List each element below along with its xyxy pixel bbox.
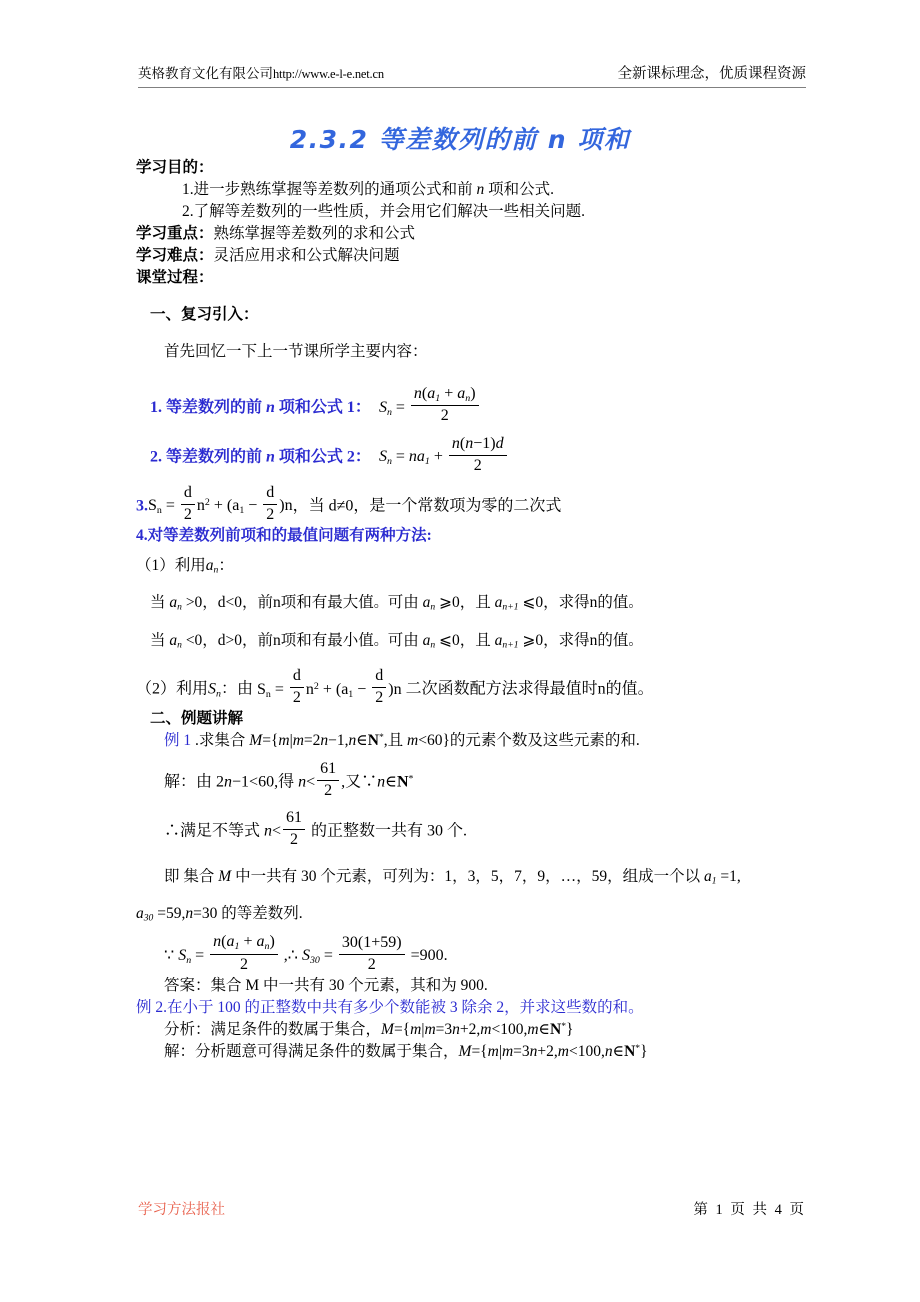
method-2-tail: 二次函数配方法求得最值时n的值。 — [405, 680, 654, 698]
aim-heading: 学习目的： — [136, 159, 214, 176]
document-body — [136, 157, 808, 1063]
example-1-line: 例 1 .求集合 M={m|m=2n−1,n∈N*,且 m<60}的元素个数及这些元素的和. — [164, 732, 640, 750]
footer-page-info: 第 1 页 共 4 页 — [693, 1202, 806, 1218]
formula-1-row — [136, 385, 808, 427]
page-header — [138, 62, 806, 88]
focus-heading: 学习重点： — [136, 225, 214, 242]
method-1-symbol: a — [205, 557, 214, 575]
difficulty-text: 灵活应用求和公式解决问题 — [213, 247, 400, 264]
method-1-case-2: 当 $a_n <0$，d>0，前n项和有最小值。可由 $a_n$ ⩽0，且 $a_{n+1}$ ⩾0，求得n的值。 — [150, 631, 643, 651]
difficulty-heading: 学习难点： — [136, 247, 214, 264]
example-2-tag: 例 2. — [136, 998, 168, 1016]
ex1-frac-num: 61 — [320, 760, 337, 778]
header-company — [138, 62, 384, 82]
difficulty-line — [136, 245, 808, 267]
method-2-row: （2）利用$S_n$：由 $S_n$ = $\frac{d}{2}$ $n^2 + (a_1$ − $\frac{d}{2}$ )n 二次函数配方法求得最值时n的值。 — [136, 667, 654, 706]
example-1-answer: 答案：集合 M 中一共有 30 个元素，其和为 900. — [164, 976, 488, 994]
example-1-solution-line-2: ∴满足不等式 n< $\frac{61}{2}$ 的正整数一共有 30 个. — [164, 809, 468, 849]
example-1-solution-line-3: 即 集合 M 中一共有 30 个元素，可列为：1，3，5，7，9，…，59，组成一个以 $a_1 =1$, — [164, 867, 741, 887]
focus-text: 熟练掌握等差数列的求和公式 — [213, 225, 416, 242]
example-2-analysis: 分析：满足条件的数属于集合，M={m|m=3n+2,m<100,m∈N*} — [164, 1020, 574, 1038]
recall-line: 首先回忆一下上一节课所学主要内容： — [164, 343, 428, 360]
example-1-tag: 例 1 — [164, 732, 192, 750]
formula-3-tail: ，当 d≠0，是一个常数项为零的二次式 — [292, 497, 562, 515]
example-1-final-math: ∵ $S_n$ = $\frac{n(a_1 + a_n)}{2}$ ,∴ $S_{30}$ = $\frac{30(1+59)}{2}$ =900. — [164, 933, 448, 973]
part1-heading: 一、复习引入： — [150, 306, 259, 323]
formula-3-row — [136, 484, 808, 525]
aim-item-2: 2.了解等差数列的一些性质，并会用它们解决一些相关问题. — [182, 203, 586, 220]
process-heading: 课堂过程： — [136, 269, 214, 286]
formula-1-math: $S_n$ = $\frac{n(a_1 + a_n)}{2}$ — [379, 399, 481, 416]
page-footer — [138, 1198, 806, 1219]
aim-item-1: 1.进一步熟练掌握等差数列的通项公式和前 n 项和公式. — [182, 181, 555, 198]
ex1-frac-den: 2 — [324, 782, 333, 800]
formula-2-row — [136, 435, 808, 476]
example-2-solution: 解：分析题意可得满足条件的数属于集合，M={m|m=3n+2,m<100,n∈N*} — [164, 1042, 648, 1060]
header-company-name: 英格教育文化有限公司 — [138, 66, 273, 81]
header-company-url: http://www.e-l-e.net.cn — [273, 67, 384, 81]
focus-line — [136, 223, 808, 245]
example-2-line — [136, 997, 808, 1019]
example-2-text: 在小于 100 的正整数中共有多少个数能被 3 除余 2，并求这些数的和。 — [167, 998, 644, 1016]
formula-2-label: 2. 等差数列的前 n 项和公式 2： — [150, 448, 371, 466]
formula-4-label: 4.对等差数列前项和的最值问题有两种方法: — [136, 527, 432, 545]
formula-2-math: $S_n = na_1$ + $\frac{n(n-1)d}{2}$ — [379, 448, 509, 465]
formula-3-math: $S_n$ = $\frac{d}{2}$ $n^2 + (a_1$ − $\frac{d}{2}$ )n — [148, 483, 293, 523]
formula-3-label: 3. — [136, 497, 148, 515]
method-1-heading: （1）利用$a_n$： — [136, 557, 234, 576]
formula-1-label: 1. 等差数列的前 n 项和公式 1： — [150, 399, 371, 417]
method-2-symbol: S — [208, 680, 217, 698]
example-1-solution-line-4: $a_{30} =59,n=30$ 的等差数列. — [136, 904, 303, 924]
page-title: 2.3.2 等差数列的前 n 项和 — [289, 125, 631, 154]
method-1-case-1: 当 $a_n >0$，d<0，前n项和有最大值。可由 $a_n$ ⩾0，且 $a_{n+1}$ ⩽0，求得n的值。 — [150, 594, 643, 614]
footer-publisher: 学习方法报社 — [138, 1202, 225, 1218]
method-2-math: $S_n$ = $\frac{d}{2}$ $n^2 + (a_1$ − $\frac{d}{2}$ )n — [256, 667, 402, 706]
header-slogan: 全新课标理念，优质课程资源 — [617, 66, 806, 82]
example-1-solution-line-1: 解：由 2n−1<60,得 n< $\frac{61}{2}$ ,又∵n∈N* — [164, 760, 414, 800]
part2-heading: 二、例题讲解 — [150, 710, 244, 728]
